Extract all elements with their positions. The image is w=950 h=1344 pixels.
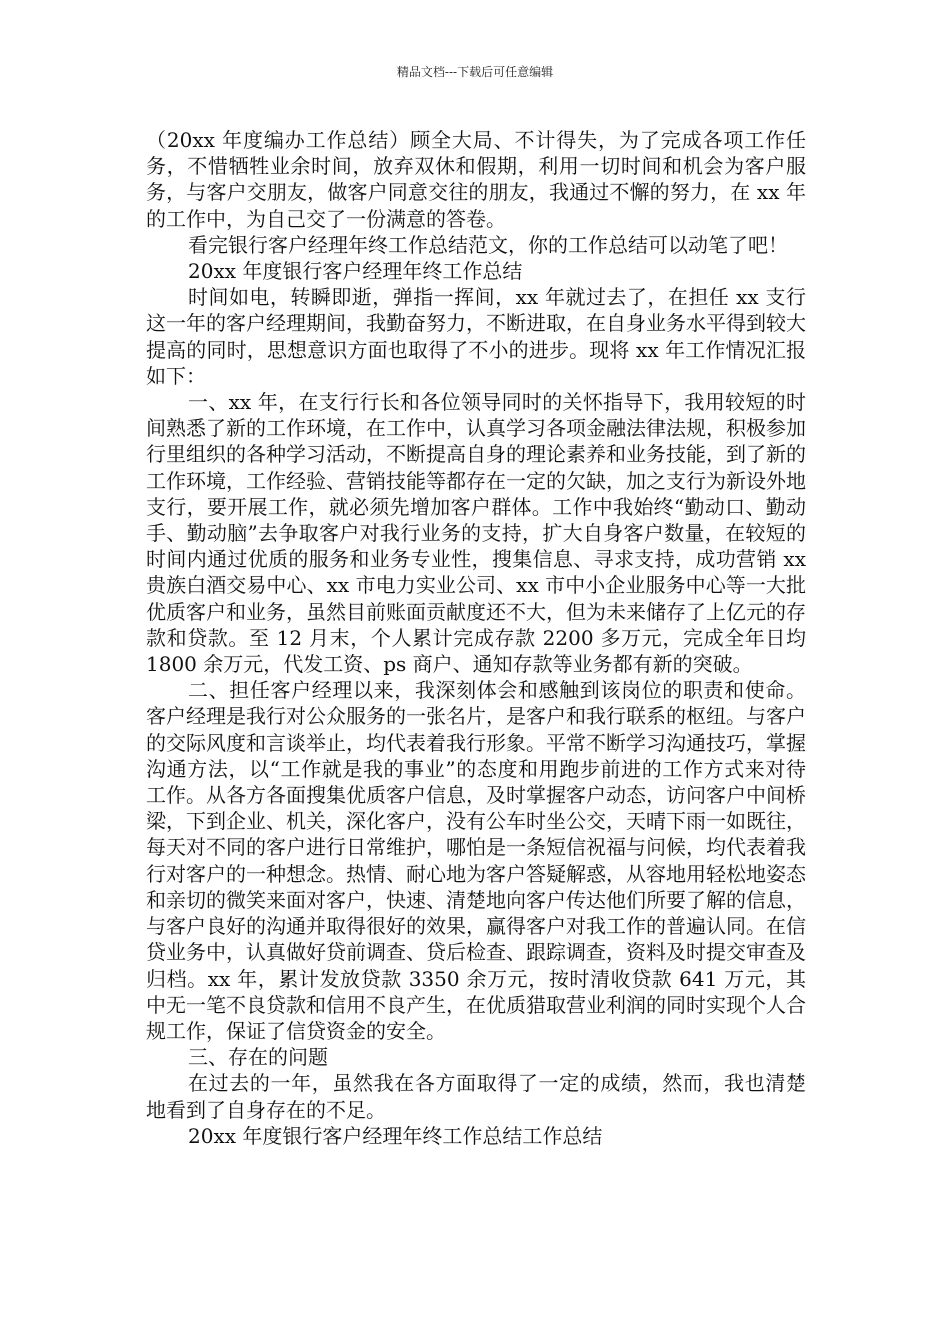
paragraph: （20xx 年度编办工作总结）顾全大局、不计得失，为了完成各项工作任务，不惜牺牲业余时间，放弃双休和假期，利用一切时间和机会为客户服务，与客户交朋友，做客户同意交往的朋友，我通过不懈的努力，在 xx 年的工作中，为自己交了一份满意的答卷。 [146, 128, 806, 231]
paragraph: 二、担任客户经理以来，我深刻体会和感触到该岗位的职责和使命。客户经理是我行对公众服务的一张名片，是客户和我行联系的枢纽。与客户的交际风度和言谈举止，均代表着我行形象。平常不断学习沟通技巧，掌握沟通方法，以“工作就是我的事业”的态度和用跑步前进的工作方式来对待工作。从各方各面搜集优质客户信息，及时掌握客户动态，访问客户中间桥梁，下到企业、机关，深化客户，没有公车时坐公交，天晴下雨一如既往，每天对不同的客户进行日常维护，哪怕是一条短信祝福与问候，均代表着我行对客户的一种想念。热情、耐心地为客户答疑解惑，从容地用轻松地姿态和亲切的微笑来面对客户，快速、清楚地向客户传达他们所要了解的信息，与客户良好的沟通并取得很好的效果，赢得客户对我工作的普遍认同。在信贷业务中，认真做好贷前调查、贷后检查、跟踪调查，资料及时提交审查及归档。xx 年，累计发放贷款 3350 余万元，按时清收贷款 641 万元，其中无一笔不良贷款和信用不良产生，在优质猎取营业利润的同时实现个人合规工作，保证了信贷资金的安全。 [146, 678, 806, 1043]
section-title: 20xx 年度银行客户经理年终工作总结 [188, 259, 523, 284]
paragraph: 一、xx 年，在支行行长和各位领导同时的关怀指导下，我用较短的时间熟悉了新的工作环境，在工作中，认真学习各项金融法律法规，积极参加行里组织的各种学习活动，不断提高自身的理论素养和业务技能，到了新的工作环境，工作经验、营销技能等都存在一定的欠缺，加之支行为新设外地支行，要开展工作，就必须先增加客户群体。工作中我始终“勤动口、勤动手、勤动脑”去争取客户对我行业务的支持，扩大自身客户数量，在较短的时间内通过优质的服务和业务专业性，搜集信息、寻求支持，成功营销 xx 贵族白酒交易中心、xx 市电力实业公司、xx 市中小企业服务中心等一大批优质客户和业务，虽然目前账面贡献度还不大，但为未来储存了上亿元的存款和贷款。至 12 月末，个人累计完成存款 2200 多万元，完成全年日均 1800 余万元，代发工资、ps 商户、通知存款等业务都有新的突破。 [146, 390, 806, 677]
section-heading: 三、存在的问题 [188, 1045, 328, 1070]
section-title: 20xx 年度银行客户经理年终工作总结工作总结 [188, 1123, 603, 1148]
paragraph: 看完银行客户经理年终工作总结范文，你的工作总结可以动笔了吧！ [188, 232, 788, 257]
page-header: 精品文档---下载后可任意编辑 [396, 65, 554, 79]
paragraph: 在过去的一年，虽然我在各方面取得了一定的成绩，然而，我也清楚地看到了自身存在的不足。 [146, 1071, 806, 1122]
document-body [146, 127, 806, 1149]
paragraph: 时间如电，转瞬即逝，弹指一挥间，xx 年就过去了，在担任 xx 支行这一年的客户经理期间，我勤奋努力，不断进取，在自身业务水平得到较大提高的同时，思想意识方面也取得了不小的进步。现将 xx 年工作情况汇报如下： [146, 285, 806, 388]
